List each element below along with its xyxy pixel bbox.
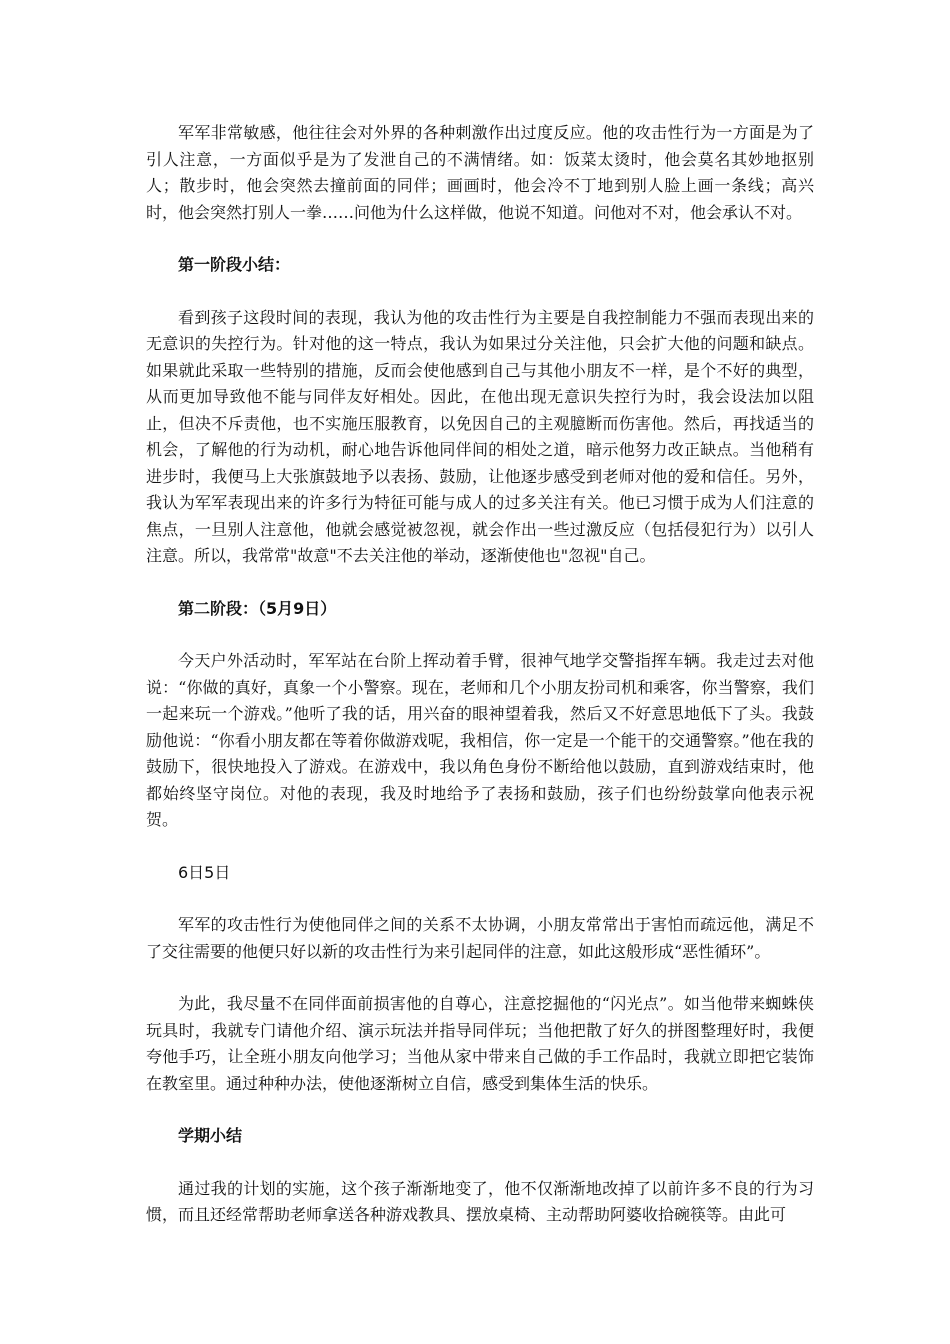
heading-semester-summary: 学期小结 bbox=[178, 1126, 243, 1145]
paragraph-vicious-cycle: 军军的攻击性行为使他同伴之间的关系不太协调，小朋友常常出于害怕而疏远他，满足不了交往需要的他便只好以新的攻击性行为来引起同伴的注意，如此这般形成“恶性循环”。 bbox=[146, 915, 814, 961]
paragraph-stage-one-summary: 看到孩子这段时间的表现，我认为他的攻击性行为主要是自我控制能力不强而表现出来的无意识的失控行为。针对他的这一特点，我认为如果过分关注他，只会扩大他的问题和缺点。如果就此采取一些特别的措施，反而会使他感到自己与其他小朋友不一样，是个不好的典型，从而更加导致他不能与同伴友好相处。因此，在他出现无意识失控行为时，我会设法加以阻止，但决不斥责他，也不实施压服教育，以免因自己的主观臆断而伤害他。然后，再找适当的机会，了解他的行为动机，耐心地告诉他同伴间的相处之道，暗示他努力改正缺点。当他稍有进步时，我便马上大张旗鼓地予以表扬、鼓励，让他逐步感受到老师对他的爱和信任。另外，我认为军军表现出来的许多行为特征可能与成人的过多关注有关。他已习惯于成为人们注意的焦点，一旦别人注意他，他就会感觉被忽视，就会作出一些过激反应（包括侵犯行为）以引人注意。所以，我常常"故意"不去关注他的举动，逐渐使他也"忽视"自己。 bbox=[146, 307, 814, 565]
heading-stage-two: 第二阶段：（5月9日） bbox=[178, 598, 337, 618]
heading-stage-one-summary: 第一阶段小结： bbox=[178, 255, 291, 274]
date-label: 6日5日 bbox=[178, 862, 231, 882]
document-body bbox=[146, 120, 814, 1255]
paragraph-highlights: 为此，我尽量不在同伴面前损害他的自尊心，注意挖掘他的“闪光点”。如当他带来蜘蛛侠玩具时，我就专门请他介绍、演示玩法并指导同伴玩；当他把散了好久的拼图整理好时，我便夸他手巧，让全班小朋友向他学习；当他从家中带来自己做的手工作品时，我就立即把它装饰在教室里。通过种种办法，使他逐渐树立自信，感受到集体生活的快乐。 bbox=[146, 994, 814, 1093]
paragraph-stage-two: 今天户外活动时，军军站在台阶上挥动着手臂，很神气地学交警指挥车辆。我走过去对他说：“你做的真好，真象一个小警察。现在，老师和几个小朋友扮司机和乘客，你当警察，我们一起来玩一个游戏。”他听了我的话，用兴奋的眼神望着我，然后又不好意思地低下了头。我鼓励他说：“你看小朋友都在等着你做游戏呢，我相信，你一定是一个能干的交通警察。”他在我的鼓励下，很快地投入了游戏。在游戏中，我以角色身份不断给他以鼓励，直到游戏结束时，他都始终坚守岗位。对他的表现，我及时地给予了表扬和鼓励，孩子们也纷纷鼓掌向他表示祝贺。 bbox=[146, 651, 814, 829]
paragraph-intro: 军军非常敏感，他往往会对外界的各种刺激作出过度反应。他的攻击性行为一方面是为了引人注意，一方面似乎是为了发泄自己的不满情绪。如：饭菜太烫时，他会莫名其妙地抠别人；散步时，他会突然去撞前面的同伴；画画时，他会冷不丁地到别人脸上画一条线；高兴时，他会突然打别人一拳……问他为什么这样做，他说不知道。问他对不对，他会承认不对。 bbox=[146, 123, 814, 222]
paragraph-semester-summary: 通过我的计划的实施，这个孩子渐渐地变了，他不仅渐渐地改掉了以前许多不良的行为习惯，而且还经常帮助老师拿送各种游戏教具、摆放桌椅、主动帮助阿婆收拾碗筷等。由此可 bbox=[146, 1178, 814, 1224]
